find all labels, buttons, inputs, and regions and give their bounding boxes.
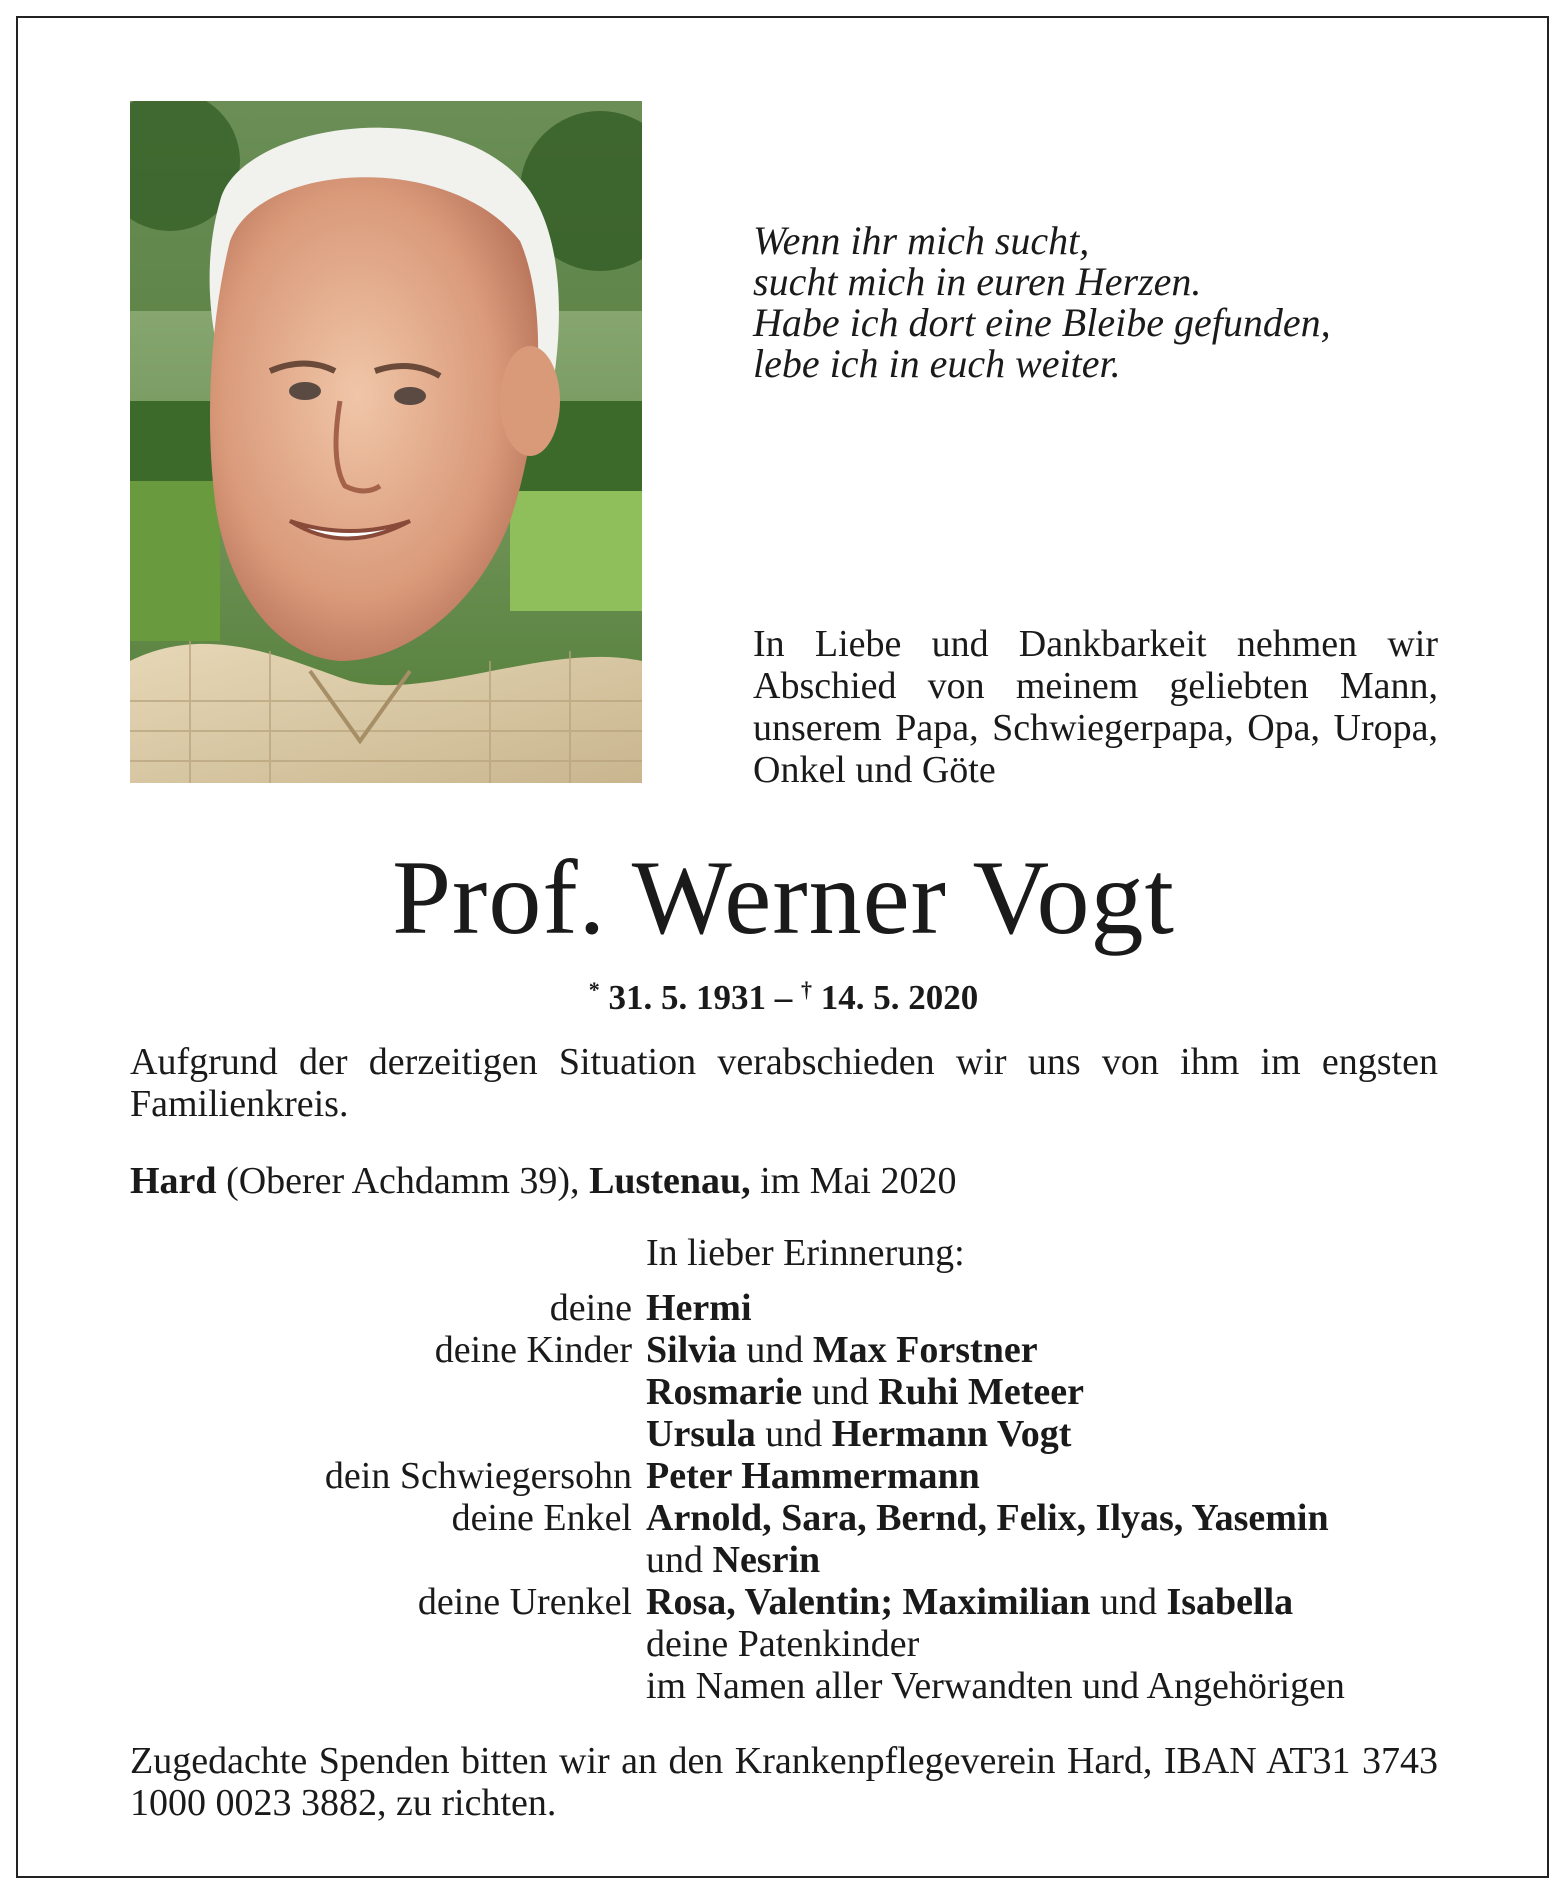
- town-hard: Hard: [130, 1160, 217, 1202]
- grandchild-name: Nesrin: [712, 1539, 821, 1581]
- family-row-great-grandchildren: [130, 1581, 1438, 1623]
- date-separator: –: [766, 978, 801, 1017]
- birth-symbol: *: [588, 977, 600, 1002]
- family-row-children-2: [130, 1371, 1438, 1413]
- great-grandchild-name: Isabella: [1166, 1581, 1294, 1623]
- poem: [753, 220, 1331, 384]
- partner-name: Max Forstner: [812, 1329, 1038, 1371]
- portrait-photo: [130, 101, 642, 783]
- address: (Oberer Achdamm 39),: [216, 1160, 590, 1202]
- relation-label: deine Urenkel: [417, 1581, 632, 1623]
- family-row-wife: [130, 1287, 1438, 1329]
- place-and-date: [130, 1160, 956, 1202]
- family-row-grandchildren-2: [130, 1539, 1438, 1581]
- partner-name: Ruhi Meteer: [878, 1371, 1084, 1413]
- child-name: Silvia: [646, 1329, 737, 1371]
- great-grandchildren-names: Rosa, Valentin; Maximilian: [646, 1581, 1091, 1623]
- relation-label: deine Enkel: [451, 1497, 632, 1539]
- grandchildren-names: Arnold, Sara, Bernd, Felix, Ilyas, Yasemin: [646, 1497, 1329, 1539]
- family-row-children-3: [130, 1413, 1438, 1455]
- family-row-son-in-law: [130, 1455, 1438, 1497]
- death-symbol: †: [801, 977, 812, 1002]
- family-row-godchildren: [130, 1623, 1438, 1665]
- birth-date: 31. 5. 1931: [608, 978, 766, 1017]
- town-lustenau: Lustenau,: [589, 1160, 751, 1202]
- family-row-grandchildren: [130, 1497, 1438, 1539]
- child-name: Ursula: [646, 1413, 756, 1455]
- deceased-name: Prof. Werner Vogt: [392, 839, 1175, 956]
- month-year: im Mai 2020: [750, 1160, 957, 1202]
- relation-label: deine: [549, 1287, 632, 1329]
- poem-line: Habe ich dort eine Bleibe gefunden,: [753, 300, 1331, 345]
- partner-name: Hermann Vogt: [831, 1413, 1072, 1455]
- conjunction: und: [646, 1539, 713, 1581]
- godchildren: deine Patenkinder: [646, 1623, 920, 1665]
- wife-name: Hermi: [646, 1287, 752, 1329]
- family-row-children: [130, 1329, 1438, 1371]
- conjunction: und: [755, 1413, 832, 1455]
- son-in-law-name: Peter Hammermann: [646, 1455, 980, 1497]
- donation-note: Zugedachte Spenden bitten wir an den Krankenpflegeverein Hard, IBAN AT31 3743 1000 0023 3882, zu richten.: [130, 1740, 1438, 1824]
- conjunction: und: [1090, 1581, 1167, 1623]
- life-dates: [0, 970, 1567, 1018]
- farewell-intro: In Liebe und Dankbarkeit nehmen wir Abschied von meinem geliebten Mann, unserem Papa, Schwiegerpapa, Opa, Uropa, Onkel und Göte: [753, 623, 1438, 791]
- poem-line: Wenn ihr mich sucht,: [753, 218, 1090, 263]
- conjunction: und: [736, 1329, 813, 1371]
- relation-label: deine Kinder: [434, 1329, 632, 1371]
- conjunction: und: [802, 1371, 879, 1413]
- family-list: [130, 1287, 1438, 1707]
- relatives: im Namen aller Verwandten und Angehörigen: [646, 1665, 1345, 1707]
- poem-line: lebe ich in euch weiter.: [753, 341, 1121, 386]
- relation-label: dein Schwiegersohn: [324, 1455, 632, 1497]
- family-row-relatives: [130, 1665, 1438, 1707]
- funeral-notice: Aufgrund der derzeitigen Situation verabschieden wir uns von ihm im engsten Familienkreis.: [130, 1041, 1438, 1125]
- death-date: 14. 5. 2020: [820, 978, 979, 1017]
- child-name: Rosmarie: [646, 1371, 803, 1413]
- memory-heading: In lieber Erinnerung:: [646, 1232, 965, 1274]
- poem-line: sucht mich in euren Herzen.: [753, 259, 1202, 304]
